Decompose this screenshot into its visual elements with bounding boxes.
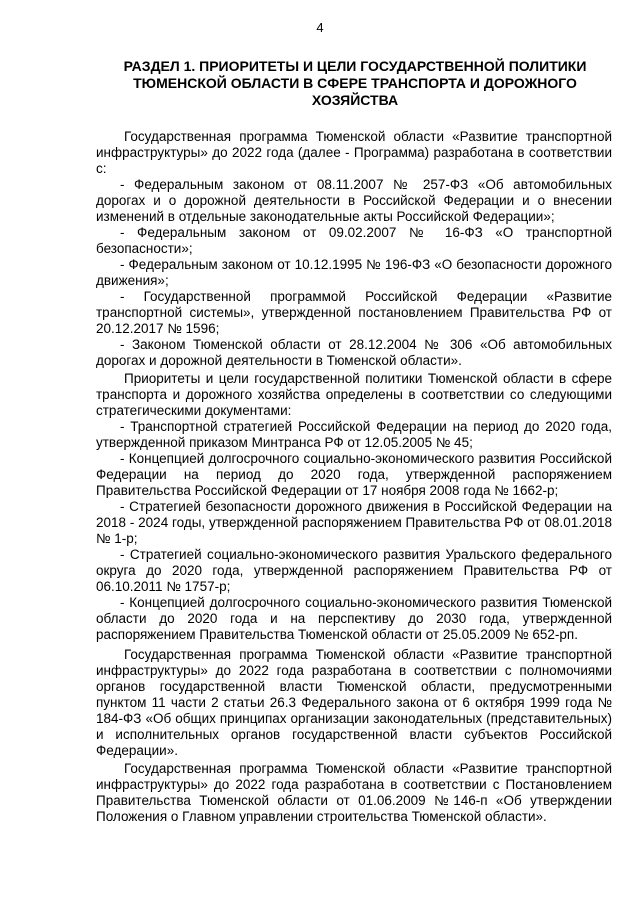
paragraph-powers: Государственная программа Тюменской области «Развитие транспортной инфраструктуры» до 2022 года разработана в соответствии с полномочиями органов государственной власти Тюменской области, предусмотренными пунктом 11 части 2 статьи 26.3 Федерального закона от 6 октября 1999 года № 184-ФЗ «Об общих принципах организации законодательных (представительных) и исполнительных органов государственной власти субъектов Российской Федерации». (96, 647, 612, 758)
page-number: 4 (316, 20, 324, 35)
section-heading (95, 58, 615, 109)
list-item-concept-rf: - Концепцией долгосрочного социально-экономического развития Российской Федерации на период до 2020 года, утвержденной распоряжением Правительства Российской Федерации от 17 ноября 2008 года № 1662-р; (96, 451, 612, 498)
list-item-law-196: - Федеральным законом от 10.12.1995 № 196-ФЗ «О безопасности дорожного движения»; (96, 257, 612, 288)
heading-line-3: ХОЗЯЙСТВА (311, 92, 399, 108)
paragraph-priorities: Приоритеты и цели государственной политики Тюменской области в сфере транспорта и дорожного хозяйства определены в соответствии со следующими стратегическими документами: (96, 371, 612, 418)
list-item-ural-strategy: - Стратегией социально-экономического развития Уральского федерального округа до 2020 года, утвержденной распоряжением Правительства РФ от 06.10.2011 № 1757-р; (96, 547, 612, 594)
heading-line-1: РАЗДЕЛ 1. ПРИОРИТЕТЫ И ЦЕЛИ ГОСУДАРСТВЕННОЙ ПОЛИТИКИ (123, 58, 587, 74)
list-item-transport-strategy: - Транспортной стратегией Российской Федерации на период до 2020 года, утвержденной приказом Минтранса РФ от 12.05.2005 № 45; (96, 419, 612, 450)
list-item-law-257: - Федеральным законом от 08.11.2007 № 257-ФЗ «Об автомобильных дорогах и о дорожной деятельности в Российской Федерации и о внесении изменений в отдельные законодательные акты Российской Федерации»; (96, 177, 612, 224)
list-item-program-1596: - Государственной программой Российской Федерации «Развитие транспортной системы», утвержденной постановлением Правительства РФ от 20.12.2017 № 1596; (96, 289, 612, 336)
list-item-law-306: - Законом Тюменской области от 28.12.2004 № 306 «Об автомобильных дорогах и дорожной деятельности в Тюменской области». (96, 337, 612, 368)
list-item-road-safety-strategy: - Стратегией безопасности дорожного движения в Российской Федерации на 2018 - 2024 годы, утвержденной распоряжением Правительства РФ от 08.01.2018 № 1-р; (96, 499, 612, 546)
heading-line-2: ТЮМЕНСКОЙ ОБЛАСТИ В СФЕРЕ ТРАНСПОРТА И ДОРОЖНОГО (133, 75, 577, 91)
paragraph-intro: Государственная программа Тюменской области «Развитие транспортной инфраструктуры» до 2022 года (далее - Программа) разработана в соответствии с: (96, 129, 612, 176)
list-item-concept-tyumen: - Концепцией долгосрочного социально-экономического развития Тюменской области до 2020 года и на перспективу до 2030 года, утвержденной распоряжением Правительства Тюменской области от 25.05.2009 № 652-рп. (96, 595, 612, 642)
paragraph-resolution: Государственная программа Тюменской области «Развитие транспортной инфраструктуры» до 2022 года разработана в соответствии с Постановлением Правительства Тюменской области от 01.06.2009 №146-п «Об утверждении Положения о Главном управлении строительства Тюменской области». (96, 761, 612, 824)
list-item-law-16: - Федеральным законом от 09.02.2007 № 16-ФЗ «О транспортной безопасности»; (96, 225, 612, 256)
document-body (96, 129, 612, 825)
